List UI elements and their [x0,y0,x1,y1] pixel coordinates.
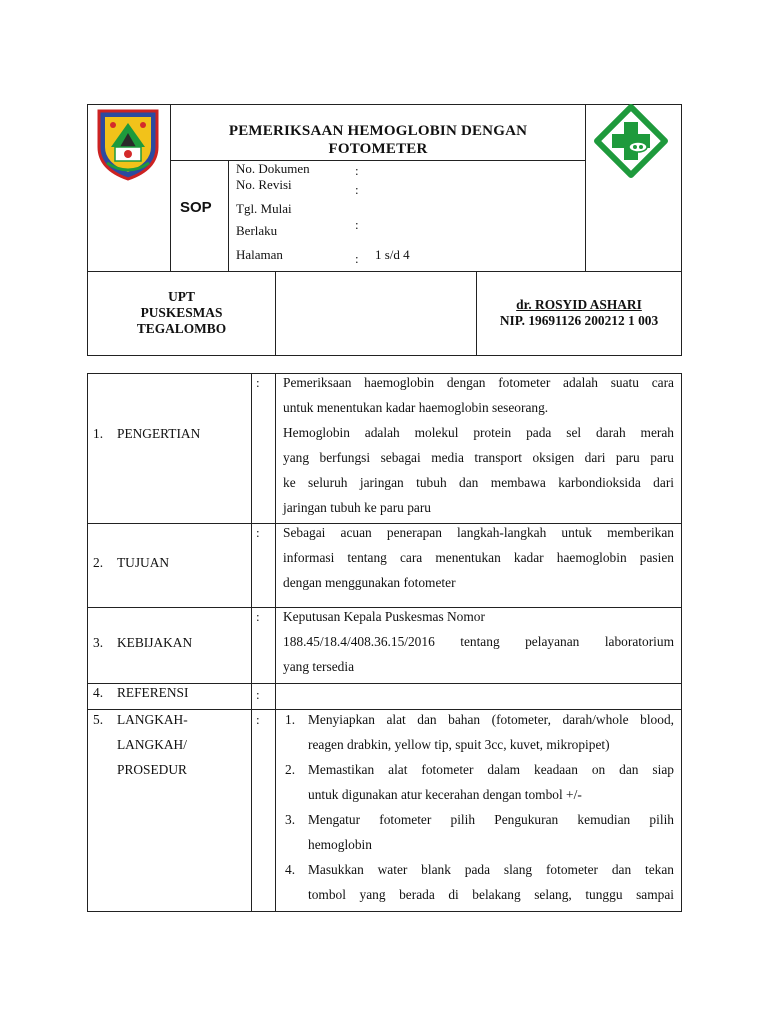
tujuan-line-3: dengan menggunakan fotometer [283,575,456,590]
step-3-line-1: Mengatur fotometer pilih Pengukuran kemudian pilih [308,812,674,827]
step-1-line-2: reagen drabkin, yellow tip, spuit 3cc, kuvet, mikropipet) [308,737,610,752]
section-separator: : [256,525,260,540]
pengertian-line-1: Pemeriksaan haemoglobin dengan fotometer adalah suatu cara [283,375,674,390]
doc-sep-4: : [355,251,359,266]
section-separator: : [256,609,260,624]
doc-field-halaman-value: 1 s/d 4 [375,247,410,262]
sop-label: SOP [180,199,212,216]
kebijakan-line-2: 188.45/18.4/408.36.15/2016 tentang pelayanan laboratorium [283,634,674,649]
regency-logo-icon [93,107,163,181]
step-number: 3. [285,812,296,827]
step-1-line-1: Menyiapkan alat dan bahan (fotometer, darah/whole blood, [308,712,674,727]
step-2-line-1: Memastikan alat fotometer dalam keadaan on dan siap [308,762,674,777]
step-3-line-2: hemoglobin [308,837,372,852]
signer-nip: NIP. 19691126 200212 1 003 [499,313,659,328]
step-number: 4. [285,862,296,877]
signer-block [477,297,681,329]
step-2-line-2: untuk digunakan atur kecerahan dengan tombol +/- [308,787,582,802]
section-number: 3. [93,635,104,650]
step-number: 2. [285,762,296,777]
section-separator: : [256,687,260,702]
pengertian-line-2: untuk menentukan kadar haemoglobin seseorang. [283,400,549,415]
kebijakan-line-3: yang tersedia [283,659,355,674]
organisation-name [88,289,275,337]
pengertian-line-4: yang berfungsi sebagai media transport oksigen dari paru paru [283,450,674,465]
doc-field-tgl-mulai: Tgl. Mulai [236,201,292,216]
doc-field-no-dokumen: No. Dokumen [236,161,310,176]
step-number: 1. [285,712,296,727]
pengertian-line-6: jaringan tubuh ke paru paru [283,500,431,515]
pengertian-line-5: ke seluruh jaringan tubuh dan membawa karbondioksida dari [283,475,674,490]
section-number: 4. [93,685,104,700]
section-name: PENGERTIAN [117,426,201,441]
doc-field-no-revisi: No. Revisi [236,177,292,192]
section-name: TUJUAN [117,555,170,570]
signer-name: dr. ROSYID ASHARI [516,297,642,312]
section-name-line-2: LANGKAH/ [117,737,187,752]
section-number: 5. [93,712,104,727]
doc-field-halaman: Halaman [236,247,283,262]
tujuan-line-2: informasi tentang cara menentukan kadar haemoglobin pasien [283,550,674,565]
puskesmas-logo-icon [594,104,668,178]
doc-sep-2: : [355,182,359,197]
section-number: 1. [93,426,104,441]
section-name: REFERENSI [117,685,189,700]
step-4-line-1: Masukkan water blank pada slang fotometer dan tekan [308,862,674,877]
section-separator: : [256,712,260,727]
section-name-line-1: LANGKAH- [117,712,188,727]
step-4-line-2: tombol yang berada di belakang selang, tunggu sampai [308,887,674,902]
title-line-2: FOTOMETER [328,141,428,157]
doc-field-berlaku: Berlaku [236,223,278,238]
pengertian-line-3: Hemoglobin adalah molekul protein pada sel darah merah [283,425,674,440]
org-line-2: PUSKESMAS [140,305,223,320]
doc-sep-1: : [355,163,359,178]
org-line-3: TEGALOMBO [136,321,227,336]
document-title [171,122,585,158]
section-name: KEBIJAKAN [117,635,193,650]
title-line-1: PEMERIKSAAN HEMOGLOBIN DENGAN [228,123,528,139]
kebijakan-line-1: Keputusan Kepala Puskesmas Nomor [283,609,485,624]
tujuan-line-1: Sebagai acuan penerapan langkah-langkah untuk memberikan [283,525,674,540]
section-number: 2. [93,555,104,570]
org-line-1: UPT [168,289,195,304]
section-name-line-3: PROSEDUR [117,762,187,777]
section-separator: : [256,375,260,390]
doc-sep-3: : [355,217,359,232]
